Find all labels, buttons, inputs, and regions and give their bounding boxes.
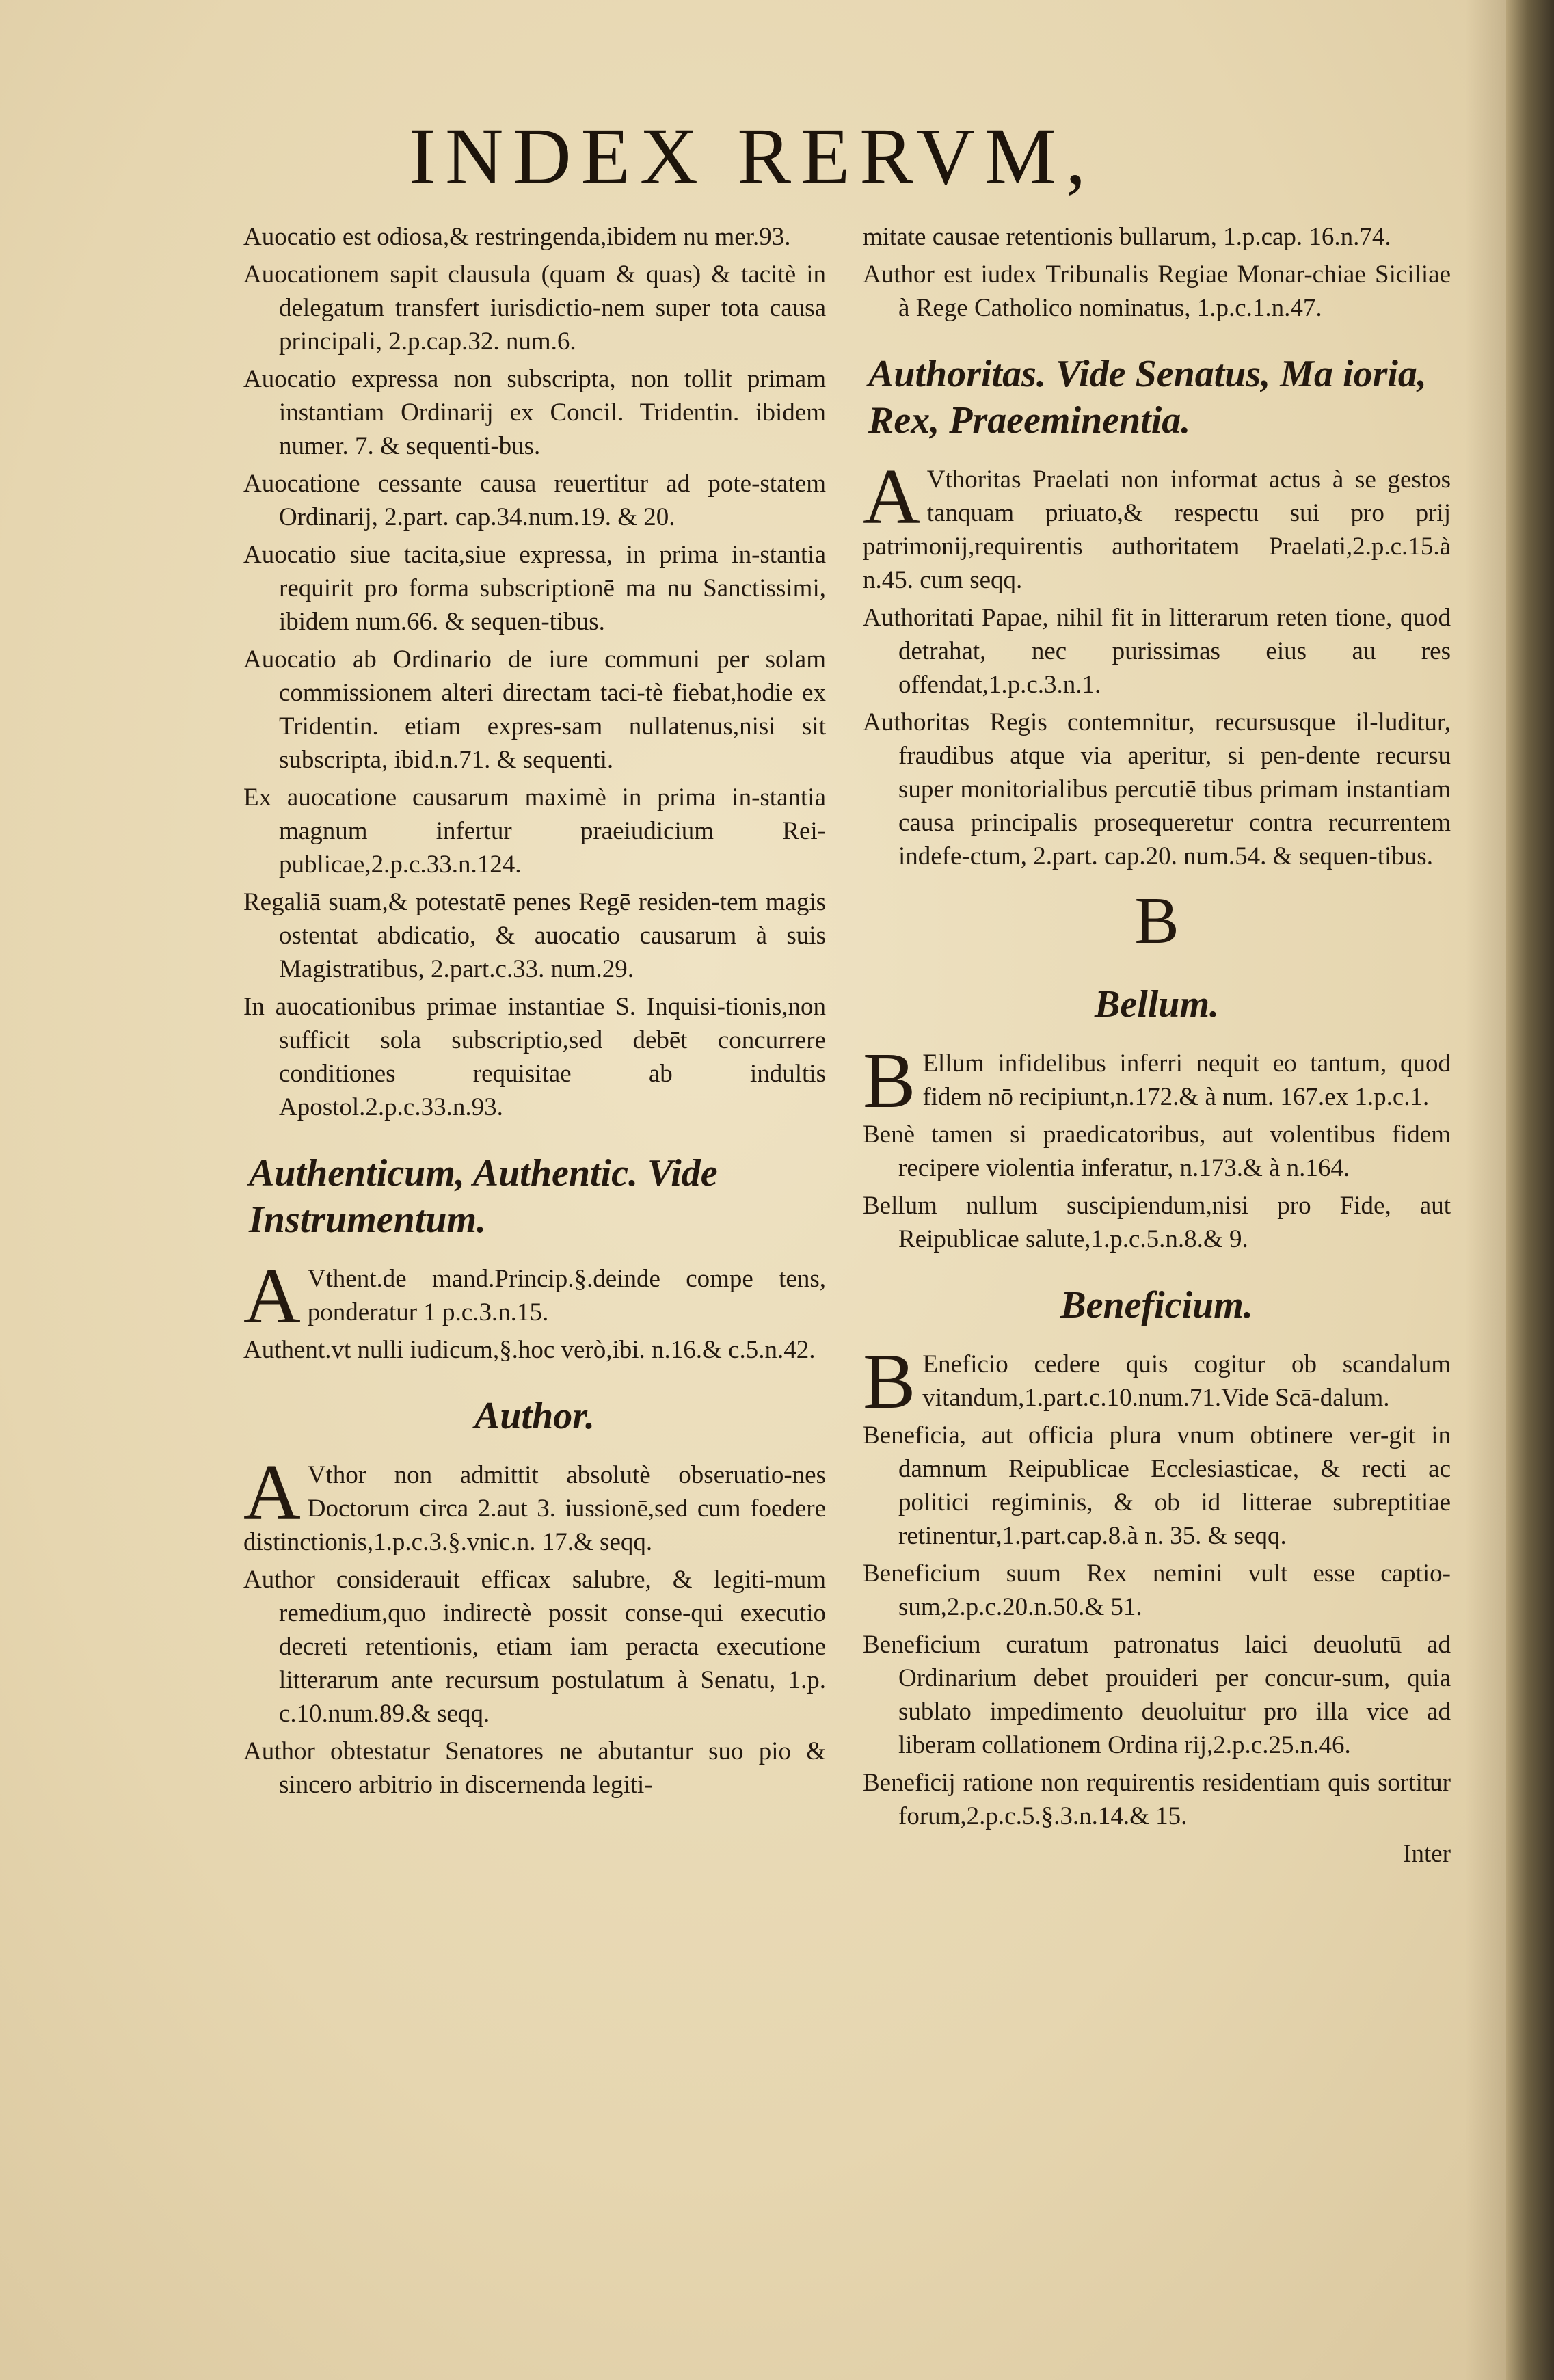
left-column xyxy=(243,220,826,1806)
alphabet-letter-heading: B xyxy=(1134,884,1179,958)
lead-entry-text: Vthor non admittit absolutè obseruatio-nes Doctorum circa 2.aut 3. iussionē,sed cum foedere distinctionis,1.p.c.3.§.vnic.n. 17.& seqq. xyxy=(243,1461,826,1556)
catchword: Inter xyxy=(1403,1840,1451,1868)
drop-cap: B xyxy=(863,1037,916,1125)
index-entry: Auocationem sapit clausula (quam & quas) & tacitè in delegatum transfert iurisdictio-nem super tota causa principali, 2.p.cap.32. num.6. xyxy=(243,260,826,356)
book-gutter xyxy=(1506,0,1554,2380)
lead-entry-text: Vthoritas Praelati non informat actus à se gestos tanquam priuato,& respectu sui pro prij patrimonij,requirentis authoritatem Praelati,2.p.c.15.à n.45. cum seqq. xyxy=(863,466,1451,594)
index-entry: Regaliā suam,& potestatē penes Regē residen-tem magis ostentat abdicatio, & auocatio causarum à suis Magistratibus, 2.part.c.33. num.29. xyxy=(243,888,826,983)
index-entry: Auocatio expressa non subscripta, non tollit primam instantiam Ordinarij ex Concil. Tridentin. ibidem numer. 7. & sequenti-bus. xyxy=(243,365,826,460)
drop-cap: A xyxy=(243,1253,301,1340)
index-entry: Auocatio est odiosa,& restringenda,ibidem nu mer.93. xyxy=(243,223,791,251)
index-entry: Beneficia, aut officia plura vnum obtinere ver-git in damnum Reipublicae Ecclesiasticae, & recti ac politici regiminis, & ob id litterae subreptitiae retinentur,1.part.cap.8.à n. 35. & seqq. xyxy=(863,1421,1451,1550)
index-entry: Beneficium curatum patronatus laici deuolutū ad Ordinarium debet prouideri per concur-sum, quia sublato impedimento deuoluitur pro illa vice ad liberam collationem Ordina rij,2.p.c.25.n.46. xyxy=(863,1631,1451,1759)
lead-entry-bellum xyxy=(863,1037,1451,1125)
section-heading-authoritas: Authoritas. Vide Senatus, Ma ioria, Rex, Praeeminentia. xyxy=(868,353,1427,442)
drop-cap: B xyxy=(863,1338,916,1426)
index-entry: Authoritas Regis contemnitur, recursusque il-luditur, fraudibus atque via aperitur, si pen-dente recursu super monitorialibus percutiē tibus primam instantiam causa principalis prosequeretur contra recurrentem indefe-ctum, 2.part. cap.20. num.54. & sequen-tibus. xyxy=(863,708,1451,870)
index-entry: In auocationibus primae instantiae S. Inquisi-tionis,non sufficit sola subscriptio,sed debēt concurrere conditiones requisitae ab indultis Apostol.2.p.c.33.n.93. xyxy=(243,993,826,1121)
lead-entry-authenticum xyxy=(243,1253,826,1340)
index-entry: Bellum nullum suscipiendum,nisi pro Fide, aut Reipublicae salute,1.p.c.5.n.8.& 9. xyxy=(863,1192,1451,1253)
section-heading-beneficium: Beneficium. xyxy=(1060,1284,1253,1326)
lead-entry-author xyxy=(243,1449,826,1559)
right-column xyxy=(863,220,1451,1871)
index-entry: Beneficij ratione non requirentis residentiam quis sortitur forum,2.p.c.5.§.3.n.14.& 15. xyxy=(863,1769,1451,1830)
lead-entry-beneficium xyxy=(863,1338,1451,1426)
section-heading-authenticum: Authenticum, Authentic. Vide Instrumentum. xyxy=(249,1152,718,1241)
lead-entry-authoritas xyxy=(863,453,1451,597)
index-entry: Benè tamen si praedicatoribus, aut volentibus fidem recipere violentia inferatur, n.173.& à n.164. xyxy=(863,1121,1451,1182)
index-entry: Author est iudex Tribunalis Regiae Monar-chiae Siciliae à Rege Catholico nominatus, 1.p.c.1.n.47. xyxy=(863,260,1451,322)
index-entry: Author considerauit efficax salubre, & legiti-mum remedium,quo indirectè possit conse-qui executio decreti retentionis, etiam iam peracta executione litterarum ante recursum postulatum à Senatu, 1.p. c.10.num.89.& seqq. xyxy=(243,1566,826,1728)
index-entry: Auocatio ab Ordinario de iure communi per solam commissionem alteri directam taci-tè fiebat,hodie ex Tridentin. etiam expres-sam nullatenus,nisi sit subscripta, ibid.n.71. & sequenti. xyxy=(243,645,826,774)
index-entry: mitate causae retentionis bullarum, 1.p.cap. 16.n.74. xyxy=(863,223,1391,251)
section-heading-author: Author. xyxy=(474,1395,595,1437)
lead-entry-text: Ellum infidelibus inferri nequit eo tantum, quod fidem nō recipiunt,n.172.& à num. 167.ex 1.p.c.1. xyxy=(922,1049,1451,1111)
index-entry: Auocatio siue tacita,siue expressa, in prima in-stantia requirit pro forma subscriptionē ma nu Sanctissimi, ibidem num.66. & sequen-tibus. xyxy=(243,541,826,636)
lead-entry-text: Eneficio cedere quis cogitur ob scandalum vitandum,1.part.c.10.num.71.Vide Scā-dalum. xyxy=(922,1350,1451,1412)
entry-list-auocatio xyxy=(243,220,826,1124)
section-heading-bellum: Bellum. xyxy=(1094,983,1220,1026)
drop-cap: A xyxy=(863,453,920,541)
page-title: INDEX RERVM, xyxy=(408,111,1096,201)
index-entry: Authoritati Papae, nihil fit in litterarum reten tione, quod detrahat, nec purissimas eius au res offendat,1.p.c.3.n.1. xyxy=(863,604,1451,699)
index-entry: Beneficium suum Rex nemini vult esse captio-sum,2.p.c.20.n.50.& 51. xyxy=(863,1560,1451,1621)
page-edge-shadow xyxy=(1465,0,1506,2380)
drop-cap: A xyxy=(243,1449,301,1536)
index-entry: Ex auocatione causarum maximè in prima in-stantia magnum infertur praeiudicium Rei-publicae,2.p.c.33.n.124. xyxy=(243,784,826,879)
index-entry: Author obtestatur Senatores ne abutantur suo pio & sincero arbitrio in discernenda legiti- xyxy=(243,1737,826,1799)
index-entry: Authent.vt nulli iudicum,§.hoc verò,ibi. n.16.& c.5.n.42. xyxy=(243,1336,816,1364)
index-entry: Auocatione cessante causa reuertitur ad pote-statem Ordinarij, 2.part. cap.34.num.19. & 20. xyxy=(243,470,826,531)
lead-entry-text: Vthent.de mand.Princip.§.deinde compe tens, ponderatur 1 p.c.3.n.15. xyxy=(307,1265,826,1326)
